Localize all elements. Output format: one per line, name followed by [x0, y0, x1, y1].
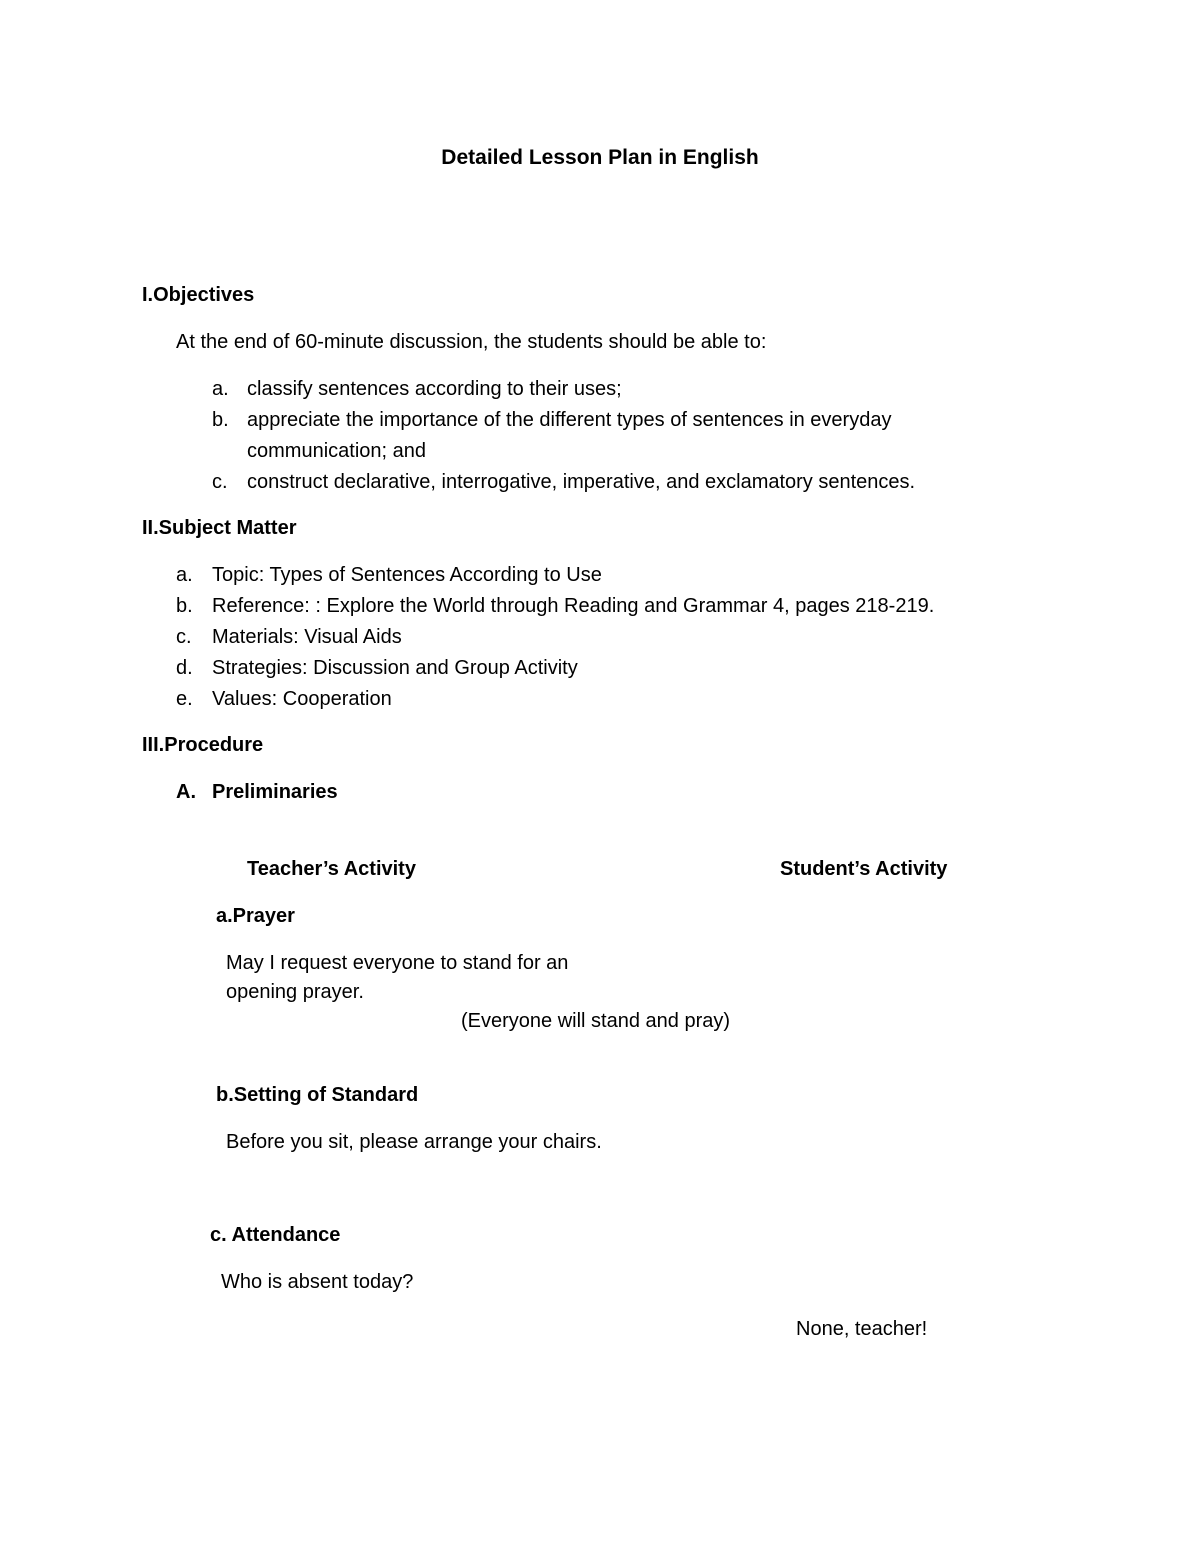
list-marker: c. [176, 626, 192, 648]
preliminaries-marker: A. [176, 781, 196, 803]
setting-standard-teacher: Before you sit, please arrange your chairs. [226, 1131, 602, 1153]
list-marker: b. [176, 595, 193, 617]
attendance-teacher: Who is absent today? [221, 1271, 414, 1293]
list-marker: c. [212, 471, 228, 493]
list-item-text: Values: Cooperation [212, 688, 392, 710]
list-marker: d. [176, 657, 193, 679]
list-marker: e. [176, 688, 193, 710]
objectives-heading: I.Objectives [142, 284, 255, 306]
list-item-text: construct declarative, interrogative, imperative, and exclamatory sentences. [247, 471, 916, 493]
list-item-text: Materials: Visual Aids [212, 626, 402, 648]
objectives-intro: At the end of 60-minute discussion, the students should be able to: [176, 331, 767, 353]
list-marker: b. [212, 409, 229, 431]
preliminaries-heading: Preliminaries [212, 781, 338, 803]
prayer-student-response: (Everyone will stand and pray) [461, 1010, 731, 1032]
list-item-text-continued: communication; and [247, 440, 426, 462]
attendance-heading: c. Attendance [210, 1224, 341, 1246]
prayer-heading: a.Prayer [216, 905, 295, 927]
list-item-text: Topic: Types of Sentences According to Use [212, 564, 602, 586]
document-title: Detailed Lesson Plan in English [441, 146, 759, 169]
list-item-text: Strategies: Discussion and Group Activity [212, 657, 578, 679]
list-marker: a. [176, 564, 193, 586]
student-activity-header: Student’s Activity [780, 858, 948, 880]
list-marker: a. [212, 378, 229, 400]
prayer-teacher-line-1: May I request everyone to stand for an [226, 952, 569, 974]
list-item-text: classify sentences according to their uses; [247, 378, 622, 400]
prayer-teacher-line-2: opening prayer. [226, 981, 364, 1003]
attendance-student-response: None, teacher! [796, 1318, 928, 1340]
subject-matter-heading: II.Subject Matter [142, 517, 297, 539]
list-item-text: appreciate the importance of the different types of sentences in everyday [247, 409, 892, 431]
list-item-text: Reference: : Explore the World through Reading and Grammar 4, pages 218-219. [212, 595, 935, 617]
setting-standard-heading: b.Setting of Standard [216, 1084, 419, 1106]
procedure-heading: III.Procedure [142, 734, 264, 756]
teacher-activity-header: Teacher’s Activity [247, 858, 416, 880]
